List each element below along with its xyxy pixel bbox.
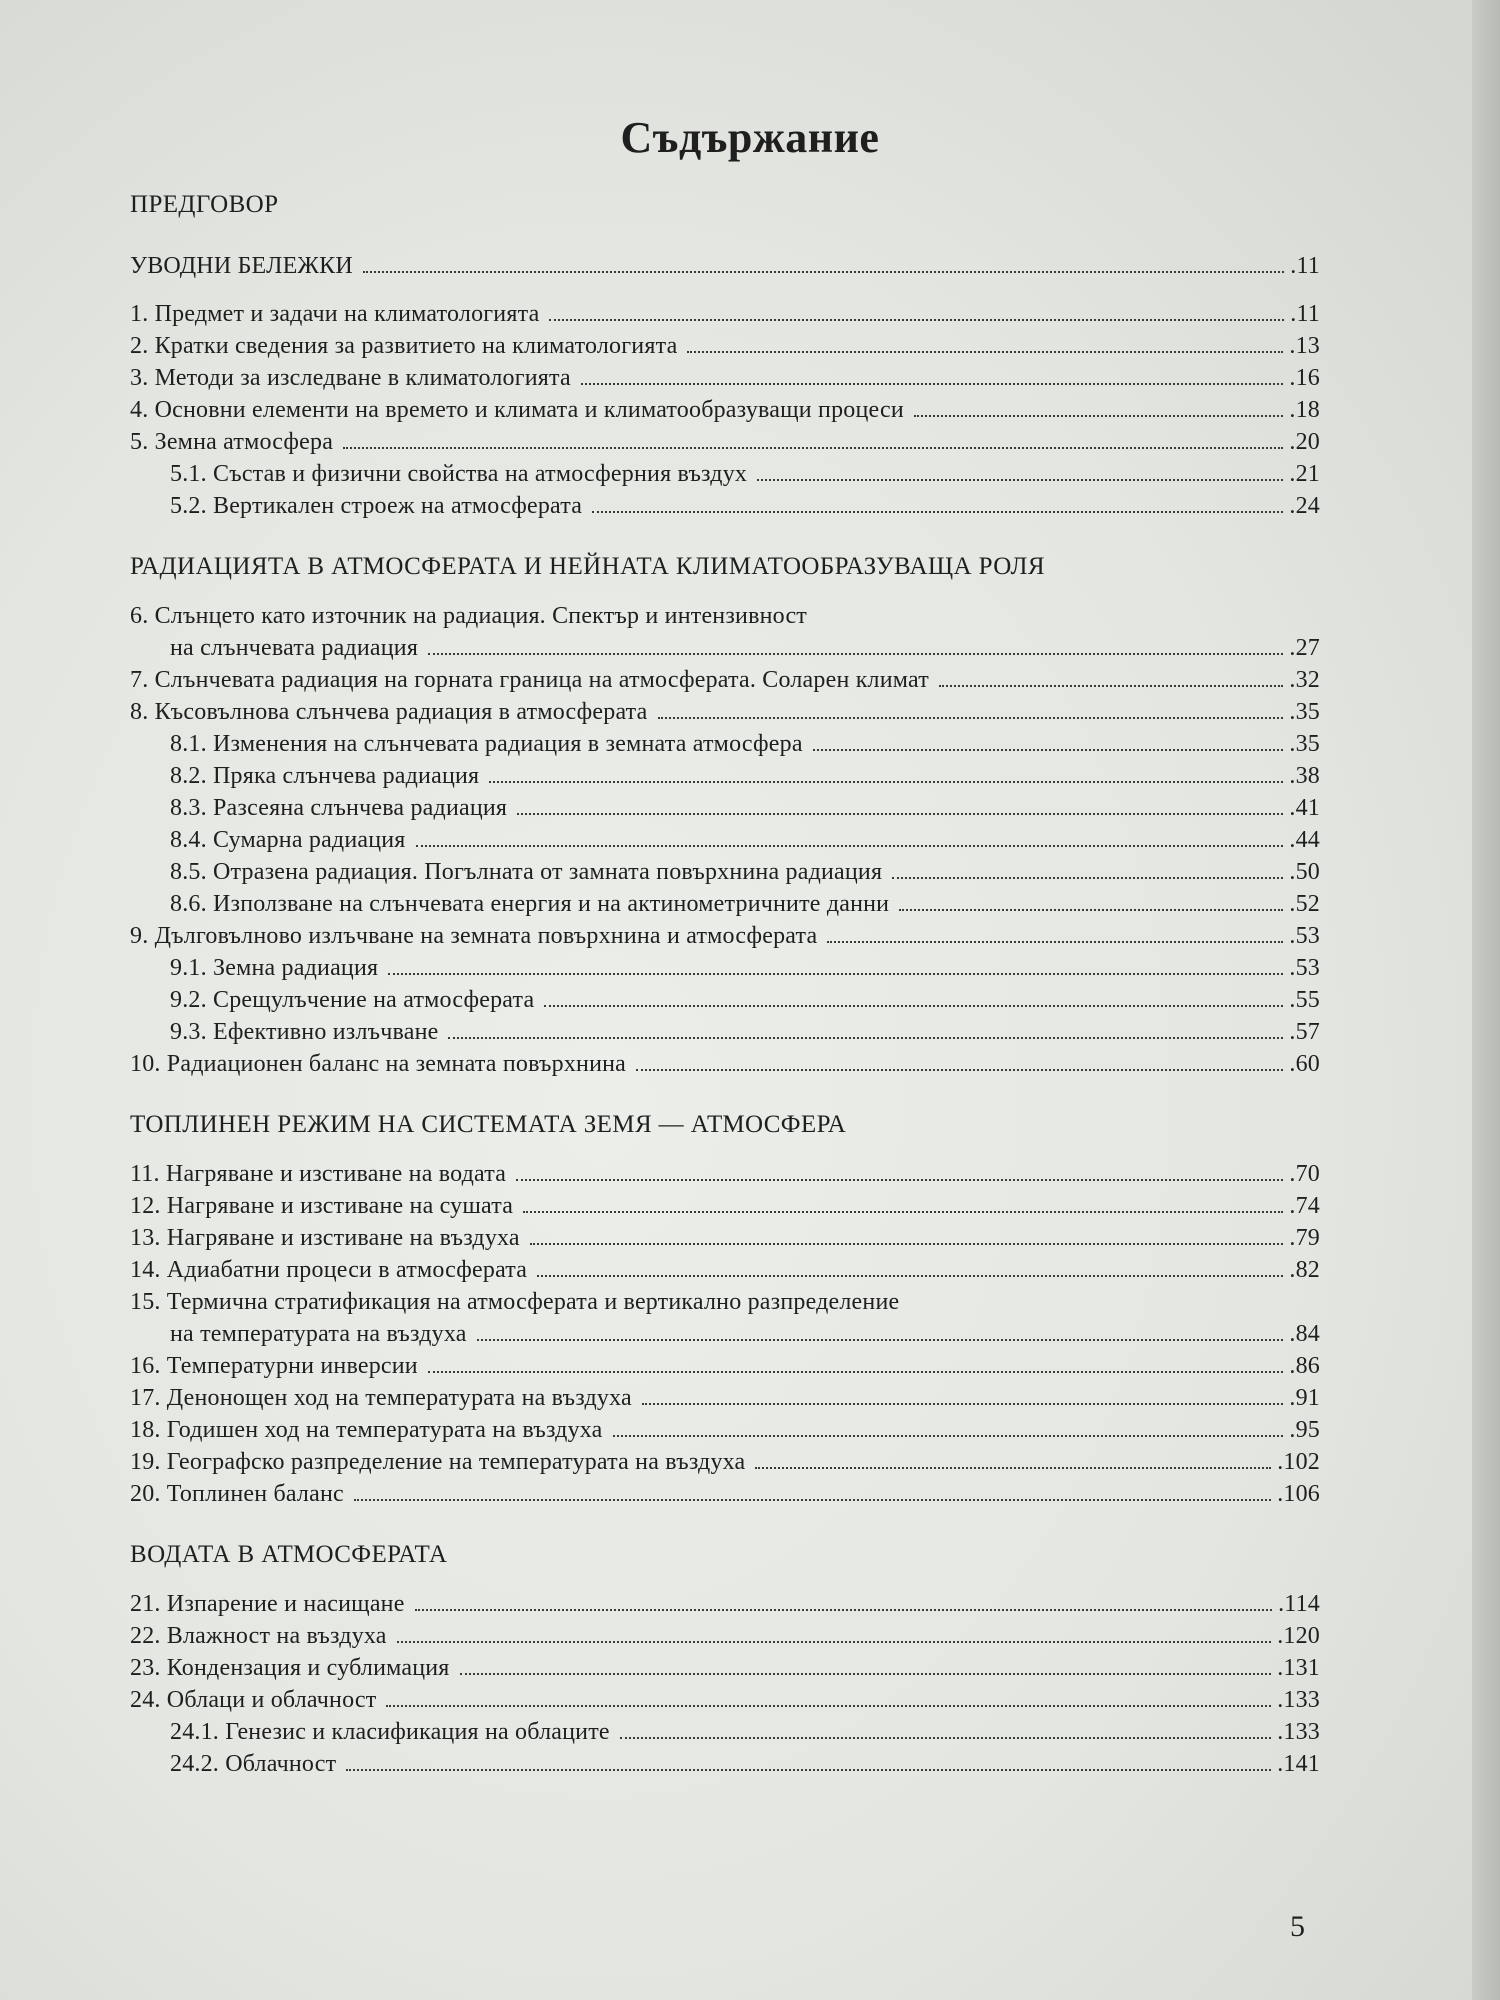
dot-leader [517, 813, 1283, 815]
toc-entry-label: 9.1. Земна радиация [170, 955, 379, 981]
toc-entry-continuation[interactable] [130, 632, 1320, 664]
toc-entry[interactable] [130, 1446, 1320, 1478]
toc-page-number: .35 [1289, 731, 1320, 757]
toc-subentry[interactable] [130, 984, 1320, 1016]
toc-section-heading-thermal[interactable]: ТОПЛИНЕН РЕЖИМ НА СИСТЕМАТА ЗЕМЯ — АТМОСФЕРА [130, 1111, 847, 1138]
spacer [130, 584, 1320, 600]
toc-page-number: .86 [1289, 1353, 1320, 1379]
toc-page-number: .53 [1289, 923, 1320, 949]
spacer [130, 1142, 1320, 1158]
toc-entry[interactable] [130, 330, 1320, 362]
toc-entry-label: 19. Географско разпределение на температурата на въздуха [130, 1449, 746, 1475]
toc-entry-continuation[interactable] [130, 1318, 1320, 1350]
dot-leader [544, 1005, 1283, 1007]
dot-leader [460, 1673, 1272, 1675]
toc-page-number: .38 [1289, 763, 1320, 789]
dot-leader [530, 1243, 1284, 1245]
toc-page-number: .32 [1289, 667, 1320, 693]
toc-subentry[interactable] [130, 1016, 1320, 1048]
toc-page-number: .70 [1289, 1161, 1320, 1187]
toc-section-heading-intro[interactable] [130, 250, 1320, 282]
dot-leader [428, 1371, 1284, 1373]
toc-entry-label: 20. Топлинен баланс [130, 1481, 344, 1507]
toc-entry-label: 21. Изпарение и насищане [130, 1591, 405, 1617]
toc-page-number: .41 [1289, 795, 1320, 821]
toc-subentry[interactable] [130, 792, 1320, 824]
toc-page-number: .11 [1290, 301, 1320, 327]
toc-page-number: .53 [1289, 955, 1320, 981]
toc-page-number: .11 [1290, 253, 1320, 279]
toc-entry-label: 5.2. Вертикален строеж на атмосферата [170, 493, 583, 519]
toc-page-number: .35 [1289, 699, 1320, 725]
toc-entry-label: 24. Облаци и облачност [130, 1687, 377, 1713]
dot-leader [636, 1069, 1283, 1071]
toc-page-number: .60 [1289, 1051, 1320, 1077]
toc-page-number: .141 [1277, 1751, 1320, 1777]
toc-entry-label: 8.5. Отразена радиация. Погълната от замната повърхнина радиация [170, 859, 883, 885]
toc-entry-first-line[interactable]: 6. Слънцето като източник на радиация. Спектър и интензивност [130, 603, 807, 629]
toc-entry[interactable] [130, 1478, 1320, 1510]
toc-section-heading-preface[interactable]: ПРЕДГОВОР [130, 191, 279, 218]
table-of-contents [130, 188, 1320, 1780]
dot-leader [813, 749, 1284, 751]
dot-leader [397, 1641, 1272, 1643]
toc-entry[interactable] [130, 298, 1320, 330]
toc-entry[interactable] [130, 394, 1320, 426]
toc-entry-label: на температурата на въздуха [170, 1321, 467, 1347]
dot-leader [658, 717, 1284, 719]
toc-page-number: .16 [1289, 365, 1320, 391]
spacer [130, 1080, 1320, 1108]
toc-entry-label: 8.4. Сумарна радиация [170, 827, 406, 853]
toc-entry-label: 7. Слънчевата радиация на горната граница на атмосферата. Соларен климат [130, 667, 929, 693]
toc-page-number: .57 [1289, 1019, 1320, 1045]
toc-entry[interactable] [130, 1382, 1320, 1414]
dot-leader [581, 383, 1284, 385]
toc-subentry[interactable] [130, 490, 1320, 522]
toc-subentry[interactable] [130, 760, 1320, 792]
dot-leader [477, 1339, 1284, 1341]
toc-subentry[interactable] [130, 728, 1320, 760]
toc-entry-label: 2. Кратки сведения за развитието на климатологията [130, 333, 678, 359]
toc-page-number: .27 [1289, 635, 1320, 661]
page-edge-shadow [1472, 0, 1500, 2000]
dot-leader [827, 941, 1283, 943]
toc-page-number: .102 [1277, 1449, 1320, 1475]
toc-page-number: .50 [1289, 859, 1320, 885]
toc-entry[interactable] [130, 1158, 1320, 1190]
dot-leader [428, 653, 1283, 655]
toc-entry-label: 8. Късовълнова слънчева радиация в атмосферата [130, 699, 648, 725]
toc-page-number: .120 [1277, 1623, 1320, 1649]
spacer [130, 1510, 1320, 1538]
dot-leader [346, 1769, 1271, 1771]
page-number-folio: 5 [1290, 1910, 1305, 1943]
dot-leader [620, 1737, 1271, 1739]
dot-leader [755, 1467, 1271, 1469]
dot-leader [415, 1609, 1273, 1611]
toc-page-number: .74 [1289, 1193, 1320, 1219]
dot-leader [899, 909, 1283, 911]
toc-entry[interactable] [130, 1254, 1320, 1286]
dot-leader [939, 685, 1283, 687]
toc-entry[interactable] [130, 664, 1320, 696]
toc-entry-label: 14. Адиабатни процеси в атмосферата [130, 1257, 528, 1283]
toc-entry[interactable] [130, 362, 1320, 394]
dot-leader [386, 1705, 1271, 1707]
toc-entry[interactable] [130, 426, 1320, 458]
dot-leader [757, 479, 1283, 481]
toc-page-number: .82 [1289, 1257, 1320, 1283]
spacer [130, 222, 1320, 250]
toc-entry[interactable] [130, 1350, 1320, 1382]
toc-entry[interactable] [130, 920, 1320, 952]
toc-page-number: .55 [1289, 987, 1320, 1013]
toc-page-number: .79 [1289, 1225, 1320, 1251]
toc-entry-label: 4. Основни елементи на времето и климата и климатообразуващи процеси [130, 397, 904, 423]
page-title: Съдържание [620, 113, 880, 162]
dot-leader [363, 271, 1284, 273]
toc-entry[interactable] [130, 1190, 1320, 1222]
toc-entry-label: 11. Нагряване и изстиване на водата [130, 1161, 507, 1187]
dot-leader [448, 1037, 1283, 1039]
toc-entry-label: 18. Годишен ход на температурата на въздуха [130, 1417, 603, 1443]
dot-leader [537, 1275, 1283, 1277]
toc-entry-label: 1. Предмет и задачи на климатологията [130, 301, 540, 327]
dot-leader [523, 1211, 1283, 1213]
toc-entry-label: 9.3. Ефективно излъчване [170, 1019, 439, 1045]
dot-leader [416, 845, 1284, 847]
toc-entry-label: 9.2. Срещулъчение на атмосферата [170, 987, 535, 1013]
toc-section-label: УВОДНИ БЕЛЕЖКИ [130, 253, 353, 279]
toc-entry[interactable] [130, 1048, 1320, 1080]
toc-entry-label: 12. Нагряване и изстиване на сушата [130, 1193, 514, 1219]
spacer [130, 282, 1320, 298]
toc-section-heading-water[interactable]: ВОДАТА В АТМОСФЕРАТА [130, 1541, 448, 1568]
toc-entry-first-line[interactable]: 15. Термична стратификация на атмосферата и вертикално разпределение [130, 1289, 900, 1315]
spacer [130, 522, 1320, 550]
toc-entry-label: 22. Влажност на въздуха [130, 1623, 387, 1649]
toc-entry[interactable] [130, 1588, 1320, 1620]
dot-leader [549, 319, 1284, 321]
toc-entry[interactable] [130, 1414, 1320, 1446]
toc-entry[interactable] [130, 1620, 1320, 1652]
toc-entry-label: 24.1. Генезис и класификация на облаците [170, 1719, 610, 1745]
toc-entry-label: 24.2. Облачност [170, 1751, 337, 1777]
spacer [130, 1572, 1320, 1588]
toc-entry-label: на слънчевата радиация [170, 635, 419, 661]
toc-entry[interactable] [130, 1684, 1320, 1716]
toc-page-number: .131 [1277, 1655, 1320, 1681]
dot-leader [354, 1499, 1271, 1501]
toc-entry-label: 8.2. Пряка слънчева радиация [170, 763, 480, 789]
dot-leader [388, 973, 1283, 975]
toc-subentry[interactable] [130, 888, 1320, 920]
toc-subentry[interactable] [130, 1716, 1320, 1748]
dot-leader [687, 351, 1283, 353]
toc-page-number: .106 [1277, 1481, 1320, 1507]
dot-leader [613, 1435, 1284, 1437]
toc-subentry[interactable] [130, 1748, 1320, 1780]
toc-page-number: .52 [1289, 891, 1320, 917]
toc-subentry[interactable] [130, 824, 1320, 856]
toc-page-number: .133 [1277, 1719, 1320, 1745]
dot-leader [592, 511, 1283, 513]
toc-entry[interactable] [130, 696, 1320, 728]
dot-leader [489, 781, 1283, 783]
toc-page-number: .84 [1289, 1321, 1320, 1347]
toc-page-number: .91 [1289, 1385, 1320, 1411]
toc-entry-label: 3. Методи за изследване в климатологията [130, 365, 571, 391]
toc-subentry[interactable] [130, 856, 1320, 888]
toc-page-number: .114 [1278, 1591, 1320, 1617]
toc-entry-label: 9. Дълговълново излъчване на земната повърхнина и атмосферата [130, 923, 818, 949]
toc-page-number: .24 [1289, 493, 1320, 519]
toc-subentry[interactable] [130, 952, 1320, 984]
toc-subentry[interactable] [130, 458, 1320, 490]
toc-entry-label: 17. Денонощен ход на температурата на въздуха [130, 1385, 632, 1411]
dot-leader [516, 1179, 1283, 1181]
toc-page-number: .95 [1289, 1417, 1320, 1443]
toc-page-number: .18 [1289, 397, 1320, 423]
toc-page-number: .133 [1277, 1687, 1320, 1713]
toc-entry-label: 10. Радиационен баланс на земната повърхнина [130, 1051, 627, 1077]
toc-entry[interactable] [130, 1652, 1320, 1684]
toc-section-heading-radiation[interactable]: РАДИАЦИЯТА В АТМОСФЕРАТА И НЕЙНАТА КЛИМАТООБРАЗУВАЩА РОЛЯ [130, 553, 1045, 580]
toc-entry-label: 8.6. Използване на слънчевата енергия и на актинометричните данни [170, 891, 890, 917]
toc-entry-label: 16. Температурни инверсии [130, 1353, 418, 1379]
toc-entry-label: 8.3. Разсеяна слънчева радиация [170, 795, 508, 821]
toc-page-number: .20 [1289, 429, 1320, 455]
toc-entry-label: 5. Земна атмосфера [130, 429, 334, 455]
toc-entry-label: 5.1. Състав и физични свойства на атмосферния въздух [170, 461, 748, 487]
toc-entry-label: 23. Кондензация и сублимация [130, 1655, 450, 1681]
dot-leader [914, 415, 1284, 417]
toc-page-number: .21 [1289, 461, 1320, 487]
toc-entry-label: 8.1. Изменения на слънчевата радиация в земната атмосфера [170, 731, 803, 757]
toc-page-number: .13 [1289, 333, 1320, 359]
dot-leader [343, 447, 1283, 449]
dot-leader [642, 1403, 1284, 1405]
toc-entry[interactable] [130, 1222, 1320, 1254]
toc-page-number: .44 [1289, 827, 1320, 853]
toc-entry-label: 13. Нагряване и изстиване на въздуха [130, 1225, 520, 1251]
dot-leader [892, 877, 1283, 879]
